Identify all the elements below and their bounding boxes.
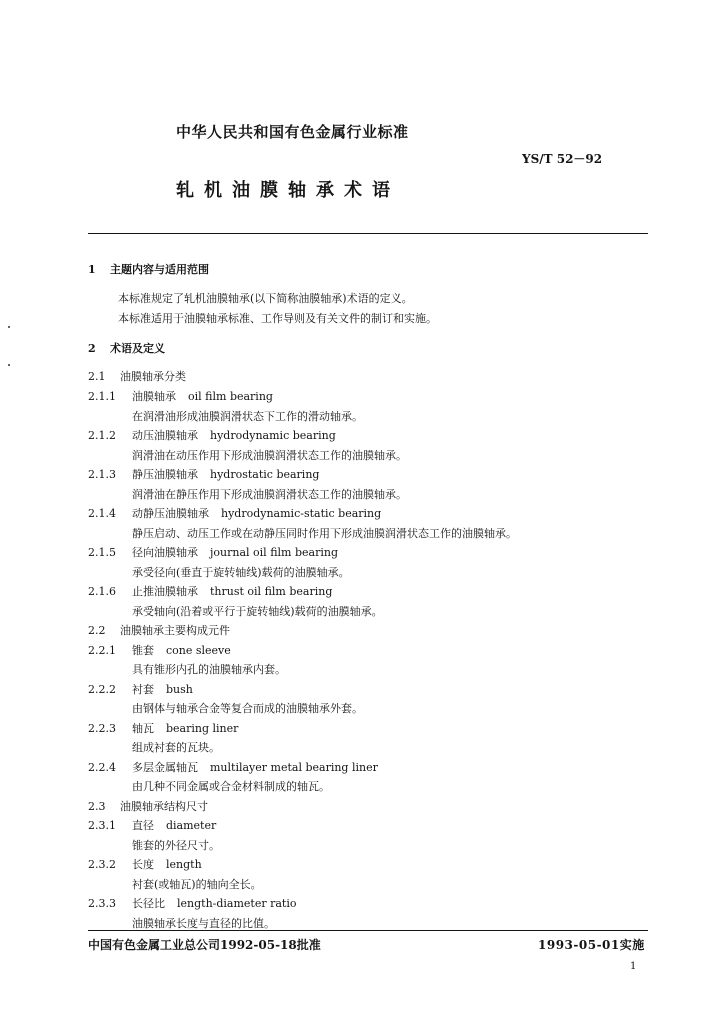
- text-run: 锥套的外径尺寸。: [132, 839, 220, 852]
- text-run: 止推油膜轴承: [132, 585, 198, 598]
- page-number: 1: [630, 961, 637, 972]
- term-english: bush: [166, 683, 193, 696]
- definition-body: [132, 488, 407, 502]
- text-run: 衬套: [132, 683, 154, 696]
- term-english: hydrostatic bearing: [210, 468, 320, 481]
- term-english: diameter: [166, 819, 217, 832]
- effective-date: 1993-05-01实施: [538, 938, 645, 952]
- term-chinese: [132, 858, 202, 872]
- definition-body: [132, 605, 383, 619]
- section-title: [110, 263, 209, 277]
- text-run: 油膜轴承结构尺寸: [120, 800, 208, 813]
- text-run: 多层金属轴瓦: [132, 761, 198, 774]
- term-chinese: [132, 897, 297, 911]
- term-english: bearing liner: [166, 722, 239, 735]
- issuing-organization: 中华人民共和国有色金属行业标准: [176, 123, 409, 141]
- section-number: 2.1.6: [88, 585, 116, 598]
- text-run: 长径比: [132, 897, 165, 910]
- text-run: 术语及定义: [110, 342, 165, 355]
- section-title: [120, 624, 230, 638]
- term-chinese: [132, 546, 338, 560]
- text-run: 油膜轴承长度与直径的比值。: [132, 917, 275, 930]
- term-english: journal oil film bearing: [210, 546, 338, 559]
- definition-body: [132, 878, 262, 892]
- section-number: 2: [88, 342, 96, 355]
- section-number: 2.3.3: [88, 897, 116, 910]
- approval-line: 中国有色金属工业总公司1992-05-18批准: [88, 938, 321, 952]
- text-run: 主题内容与适用范围: [110, 263, 209, 276]
- definition-body: [132, 449, 407, 463]
- section-number: 2.3: [88, 800, 106, 813]
- text-run: 润滑油在动压作用下形成油膜润滑状态工作的油膜轴承。: [132, 449, 407, 462]
- text-run: 油膜轴承: [132, 390, 176, 403]
- definition-body: [132, 917, 275, 931]
- text-run: 锥套: [132, 644, 154, 657]
- footer-divider: [88, 930, 648, 931]
- section-title: [120, 800, 208, 814]
- section-number: 2.1: [88, 370, 106, 383]
- term-english: oil film bearing: [188, 390, 273, 403]
- term-english: length-diameter ratio: [177, 897, 297, 910]
- text-run: 由钢体与轴承合金等复合而成的油膜轴承外套。: [132, 702, 363, 715]
- header-divider: [88, 233, 648, 234]
- section-number: 2.1.2: [88, 429, 116, 442]
- section-title: [120, 370, 186, 384]
- scan-speck: [8, 326, 10, 328]
- section-number: 2.2.4: [88, 761, 116, 774]
- text-run: 轴瓦: [132, 722, 154, 735]
- definition-body: [132, 566, 350, 580]
- text-run: 油膜轴承主要构成元件: [120, 624, 230, 637]
- term-chinese: [132, 644, 231, 658]
- term-english: hydrodynamic bearing: [210, 429, 336, 442]
- term-chinese: [132, 722, 238, 736]
- definition-body: [132, 410, 363, 424]
- text-run: 衬套(或轴瓦)的轴向全长。: [132, 878, 262, 891]
- term-chinese: [132, 683, 193, 697]
- text-run: 直径: [132, 819, 154, 832]
- term-english: multilayer metal bearing liner: [210, 761, 378, 774]
- section-number: 2.2.3: [88, 722, 116, 735]
- definition-body: [132, 663, 286, 677]
- section-number: 2.3.2: [88, 858, 116, 871]
- definition-body: [132, 780, 330, 794]
- term-english: thrust oil film bearing: [210, 585, 333, 598]
- text-run: 在润滑油形成油膜润滑状态下工作的滑动轴承。: [132, 410, 363, 423]
- text-run: 由几种不同金属或合金材料制成的轴瓦。: [132, 780, 330, 793]
- term-chinese: [132, 585, 332, 599]
- term-chinese: [132, 390, 273, 404]
- text-run: 具有锥形内孔的油膜轴承内套。: [132, 663, 286, 676]
- term-chinese: [132, 819, 216, 833]
- definition-body: [118, 312, 437, 326]
- text-run: 长度: [132, 858, 154, 871]
- text-run: 组成衬套的瓦块。: [132, 741, 220, 754]
- term-chinese: [132, 429, 336, 443]
- text-run: 径向油膜轴承: [132, 546, 198, 559]
- term-chinese: [132, 761, 378, 775]
- text-run: 静压启动、动压工作或在动静压同时作用下形成油膜润滑状态工作的油膜轴承。: [132, 527, 517, 540]
- definition-body: [118, 292, 413, 306]
- page-title: 轧机油膜轴承术语: [176, 180, 400, 201]
- text-run: 静压油膜轴承: [132, 468, 198, 481]
- section-number: 1: [88, 263, 96, 276]
- term-english: cone sleeve: [166, 644, 231, 657]
- term-english: length: [166, 858, 202, 871]
- standard-code: YS/T 52－92: [522, 152, 603, 166]
- section-number: 2.2.2: [88, 683, 116, 696]
- text-run: 润滑油在静压作用下形成油膜润滑状态工作的油膜轴承。: [132, 488, 407, 501]
- text-run: 承受径向(垂直于旋转轴线)载荷的油膜轴承。: [132, 566, 350, 579]
- section-number: 2.1.5: [88, 546, 116, 559]
- scan-speck: [8, 364, 10, 366]
- term-chinese: [132, 507, 381, 521]
- term-chinese: [132, 468, 319, 482]
- section-number: 2.1.4: [88, 507, 116, 520]
- text-run: 本标准规定了轧机油膜轴承(以下简称油膜轴承)术语的定义。: [118, 292, 413, 305]
- text-run: 动静压油膜轴承: [132, 507, 209, 520]
- text-run: 油膜轴承分类: [120, 370, 186, 383]
- definition-body: [132, 839, 220, 853]
- section-number: 2.1.1: [88, 390, 116, 403]
- text-run: 动压油膜轴承: [132, 429, 198, 442]
- definition-body: [132, 527, 517, 541]
- definition-body: [132, 741, 220, 755]
- section-number: 2.1.3: [88, 468, 116, 481]
- text-run: 承受轴向(沿着或平行于旋转轴线)载荷的油膜轴承。: [132, 605, 383, 618]
- section-number: 2.3.1: [88, 819, 116, 832]
- section-number: 2.2: [88, 624, 106, 637]
- section-number: 2.2.1: [88, 644, 116, 657]
- definition-body: [132, 702, 363, 716]
- term-english: hydrodynamic-static bearing: [221, 507, 382, 520]
- section-title: [110, 342, 165, 356]
- text-run: 本标准适用于油膜轴承标准、工作导则及有关文件的制订和实施。: [118, 312, 437, 325]
